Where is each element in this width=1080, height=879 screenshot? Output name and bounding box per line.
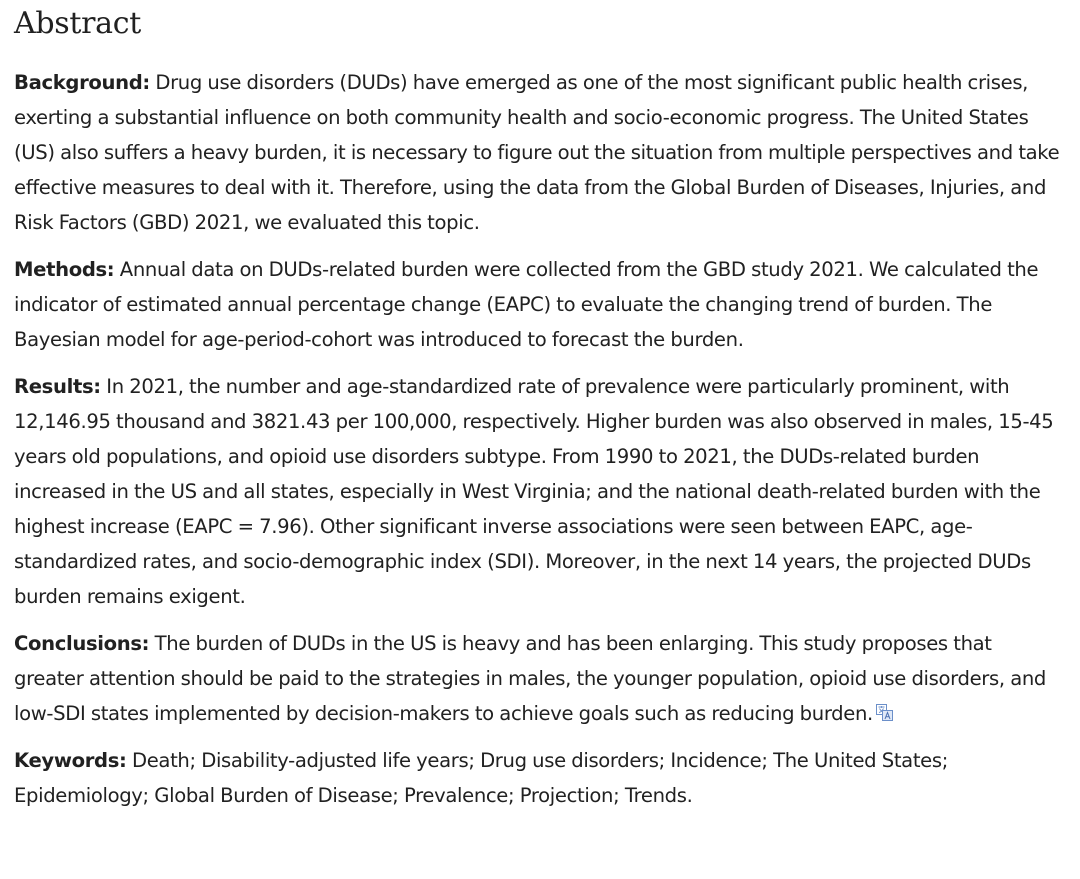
abstract-heading: Abstract — [14, 6, 142, 41]
results-section — [14, 369, 1066, 614]
section-text: Death; Disability-adjusted life years; Drug use disorders; Incidence; The United States; Epidemiology; Global Burden of Disease; Prevalence; Projection; Trends. — [14, 749, 948, 807]
section-label: Methods: — [14, 258, 115, 281]
section-text: Annual data on DUDs-related burden were collected from the GBD study 2021. We calculated the indicator of estimated annual percentage change (EAPC) to evaluate the changing trend of burden. The Bayesian model for age-period-cohort was introduced to forecast the burden. — [14, 258, 1039, 351]
conclusions-section — [14, 626, 1066, 731]
section-text: In 2021, the number and age-standardized rate of prevalence were particularly prominent, with 12,146.95 thousand and 3821.43 per 100,000, respectively. Higher burden was also observed in males, 15-45 years old populations, and opioid use disorders subtype. From 1990 to 2021, the DUDs-related burden increased in the US and all states, especially in West Virginia; and the national death-related burden with the highest increase (EAPC = 7.96). Other significant inverse associations were seen between EAPC, age-standardized rates, and socio-demographic index (SDI). Moreover, in the next 14 years, the projected DUDs burden remains exigent. — [14, 375, 1054, 608]
section-label: Background: — [14, 71, 150, 94]
section-label: Conclusions: — [14, 632, 150, 655]
background-section — [14, 65, 1066, 240]
section-text: Drug use disorders (DUDs) have emerged as one of the most significant public health crises, exerting a substantial influence on both community health and socio-economic progress. The United States (US) also suffers a heavy burden, it is necessary to figure out the situation from multiple perspectives and take effective measures to deal with it. Therefore, using the data from the Global Burden of Diseases, Injuries, and Risk Factors (GBD) 2021, we evaluated this topic. — [14, 71, 1060, 234]
keywords-section — [14, 743, 1066, 813]
methods-section — [14, 252, 1066, 357]
section-label: Keywords: — [14, 749, 127, 772]
section-text: The burden of DUDs in the US is heavy and has been enlarging. This study proposes that greater attention should be paid to the strategies in males, the younger population, opioid use disorders, and low-SDI states implemented by decision-makers to achieve goals such as reducing burden. — [14, 632, 1047, 725]
translate-icon[interactable] — [876, 697, 893, 714]
section-label: Results: — [14, 375, 101, 398]
